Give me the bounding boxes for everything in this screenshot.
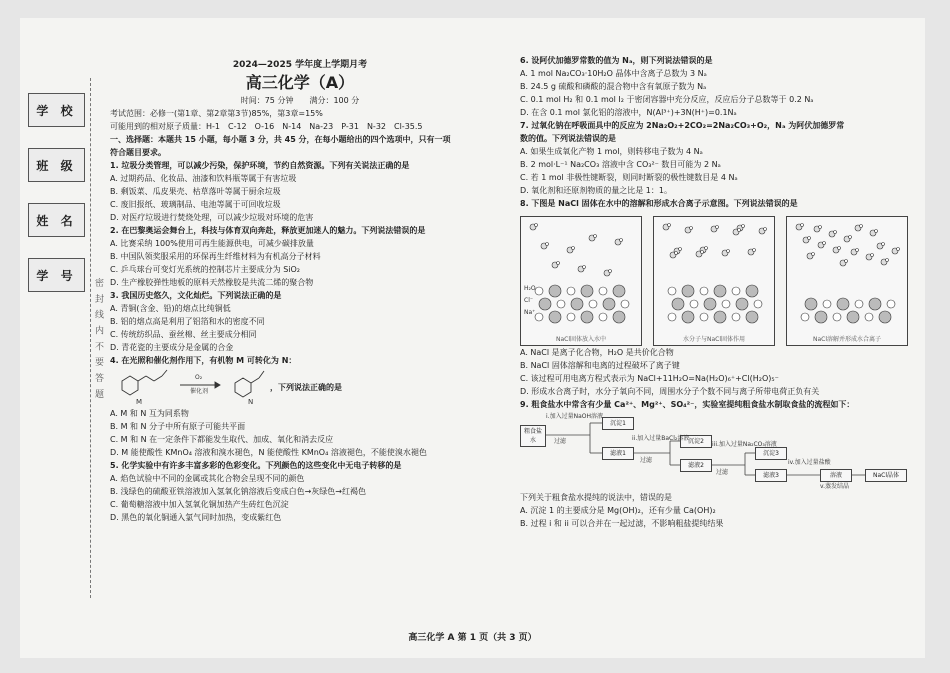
question-line: D. 对医疗垃圾进行焚烧处理，可以减少垃圾对环境的危害 bbox=[110, 213, 314, 222]
question-line: 2. 在巴黎奥运会舞台上，科技与体育双向奔赴，释放更加迷人的魅力。下列说法错误的是 bbox=[110, 226, 426, 235]
school-field[interactable]: 学 校 bbox=[28, 93, 85, 127]
water-hydrogen bbox=[753, 249, 756, 252]
water-hydrogen bbox=[705, 247, 708, 250]
water-hydrogen bbox=[801, 224, 804, 227]
water-hydrogen bbox=[860, 225, 863, 228]
sodium-ion bbox=[535, 287, 543, 295]
question-line: C. 0.1 mol H₂ 和 0.1 mol I₂ 于密闭容器中充分反应，反应后分子总数等于 0.2 Nₐ bbox=[520, 95, 814, 104]
question-line: B. 过程 i 和 ii 可以合并在一起过滤，不影响粗盐提纯结果 bbox=[520, 519, 724, 528]
sodium-ion bbox=[589, 300, 597, 308]
sodium-label: Na⁺ bbox=[524, 309, 536, 316]
chloride-ion bbox=[837, 298, 849, 310]
chloride-ion bbox=[571, 298, 583, 310]
question-line: B. 24.5 g 硫酸和磷酸的混合物中含有氧原子数为 Nₐ bbox=[520, 82, 707, 91]
nacl-dissolution-figures bbox=[520, 216, 910, 346]
step-2-label: ii.加入过量BaCl₂溶液 bbox=[632, 435, 690, 442]
sodium-ion bbox=[690, 300, 698, 308]
question-line: D. 黑色的氧化铜通入氯气同时加热，变成紫红色 bbox=[110, 513, 282, 522]
sodium-ion bbox=[722, 300, 730, 308]
chloride-ion bbox=[682, 311, 694, 323]
water-hydrogen bbox=[764, 228, 767, 231]
water-hydrogen bbox=[716, 226, 719, 229]
question-line: 9. 粗食盐水中常含有少量 Ca²⁺、Mg²⁺、SO₄²⁻，实验室提纯粗食盐水制取食盐的流程如下： bbox=[520, 400, 855, 409]
sodium-ion bbox=[865, 313, 873, 321]
sodium-ion bbox=[732, 313, 740, 321]
sodium-ion bbox=[557, 300, 565, 308]
question-line: B. 铝的熔点高是利用了铝箔和水的密度不同 bbox=[110, 317, 265, 326]
water-hydrogen bbox=[557, 262, 560, 265]
arrow-top-label: O₂ bbox=[195, 374, 203, 381]
exam-page bbox=[20, 18, 925, 658]
question-line: A. NaCl 是离子化合物，H₂O 是共价化合物 bbox=[520, 348, 674, 357]
sodium-ion bbox=[535, 313, 543, 321]
sodium-ion bbox=[833, 313, 841, 321]
molecule-m-label: M bbox=[136, 398, 143, 406]
question-line: A. 比赛采纳 100%使用可再生能源供电，可减少碳排放量 bbox=[110, 239, 314, 248]
question-line: B. 中国队领奖服采用的环保再生纤维材料为有机高分子材料 bbox=[110, 252, 321, 261]
question-line: C. 该过程可用电离方程式表示为 NaCl+11H₂O=Na(H₂O)₆⁺+Cl(H₂O)₅⁻ bbox=[520, 374, 779, 383]
filtrate-3-box: 滤液3 bbox=[755, 469, 787, 482]
question-line: B. M 和 N 分子中所有原子可能共平面 bbox=[110, 422, 246, 431]
sodium-ion bbox=[668, 287, 676, 295]
chloride-ion bbox=[704, 298, 716, 310]
question-line: A. 青铜(含金、铅)的熔点比纯铜低 bbox=[110, 304, 231, 313]
water-hydrogen bbox=[882, 243, 885, 246]
left-column bbox=[110, 58, 490, 524]
chloride-ion bbox=[714, 285, 726, 297]
precipitate-1-box: 沉淀1 bbox=[602, 417, 634, 430]
question-line: B. NaCl 固体溶解和电离的过程破坏了离子键 bbox=[520, 361, 680, 370]
sodium-ion bbox=[700, 287, 708, 295]
chloride-ion bbox=[746, 285, 758, 297]
filter-2-label: 过滤 bbox=[640, 457, 653, 464]
water-hydrogen bbox=[742, 225, 745, 228]
name-field[interactable]: 姓 名 bbox=[28, 203, 85, 237]
water-hydrogen bbox=[838, 247, 841, 250]
figure-caption: 水分子与NaCl固体作用 bbox=[682, 336, 746, 343]
water-hydrogen bbox=[535, 224, 538, 227]
solution-box: 溶液 bbox=[820, 469, 852, 482]
question-line: C. 葡萄糖溶液中加入氢氧化铜加热产生砖红色沉淀 bbox=[110, 500, 289, 509]
question-line: D. 青花瓷的主要成分是金属的合金 bbox=[110, 343, 234, 352]
chloride-ion bbox=[869, 298, 881, 310]
question-line: 3. 我国历史悠久，文化灿烂。下列说法正确的是 bbox=[110, 291, 282, 300]
sodium-ion bbox=[567, 287, 575, 295]
exam-year-line: 2024—2025 学年度上学期月考 bbox=[232, 60, 368, 70]
water-hydrogen bbox=[738, 229, 741, 232]
section-heading-cont: 符合题目要求。 bbox=[110, 148, 166, 157]
step-1-label: i.加入过量NaOH溶液 bbox=[546, 413, 603, 420]
question-line: A. 沉淀 1 的主要成分是 Mg(OH)₂，还有少量 Ca(OH)₂ bbox=[520, 506, 716, 515]
water-hydrogen bbox=[886, 259, 889, 262]
step-4-label: iv.加入过量盐酸 bbox=[788, 459, 831, 466]
question-line: 数的值。下列说法错误的是 bbox=[520, 134, 616, 143]
sodium-ion bbox=[855, 300, 863, 308]
question-line: A. 如果生成氧化产物 1 mol，则转移电子数为 4 Nₐ bbox=[520, 147, 703, 156]
question-line: 4. 在光照和催化剂作用下，有机物 M 可转化为 N： bbox=[110, 356, 297, 365]
water-label: H₂O bbox=[524, 285, 536, 292]
water-hydrogen bbox=[675, 252, 678, 255]
chloride-ion bbox=[581, 311, 593, 323]
water-hydrogen bbox=[572, 247, 575, 250]
sodium-ion bbox=[732, 287, 740, 295]
chloride-ion bbox=[815, 311, 827, 323]
chloride-ion bbox=[746, 311, 758, 323]
question-line: D. 形成水合离子时，水分子氧向不同，周围水分子个数不同与离子所带电荷正负有关 bbox=[520, 387, 820, 396]
question-line: D. M 能使酸性 KMnO₄ 溶液和溴水褪色，N 能使酸性 KMnO₄ 溶液褪色，不能使溴水褪色 bbox=[110, 448, 427, 457]
water-hydrogen bbox=[546, 243, 549, 246]
water-hydrogen bbox=[690, 227, 693, 230]
sodium-ion bbox=[668, 313, 676, 321]
question-line: B. 2 mol·L⁻¹ Na₂CO₃ 溶液中含 CO₃²⁻ 数目可能为 2 Nₐ bbox=[520, 160, 721, 169]
sodium-ion bbox=[823, 300, 831, 308]
exam-time-score: 时间：75 分钟 满分：100 分 bbox=[240, 96, 360, 105]
exam-title: 高三化学（A） bbox=[245, 73, 355, 92]
question-line: 下列关于粗食盐水提纯的说法中，错误的是 bbox=[520, 493, 672, 502]
step-3-label: iii.加入过量Na₂CO₃溶液 bbox=[712, 441, 777, 448]
sodium-ion bbox=[887, 300, 895, 308]
figure-caption: NaCl溶解并形成水合离子 bbox=[812, 336, 882, 343]
question-line: A. 过期药品、化妆品、油漆和饮料瓶等属于有害垃圾 bbox=[110, 174, 297, 183]
water-hydrogen bbox=[845, 260, 848, 263]
chloride-label: Cl⁻ bbox=[524, 297, 534, 304]
question-line: 7. 过氧化钠在呼吸面具中的反应为 2Na₂O₂+2CO₂=2Na₂CO₃+O₂，Nₐ 为阿伏加德罗常 bbox=[520, 121, 845, 130]
question-line: D. 生产橡胶弹性地板的原料天然橡胶是共流二烯的聚合物 bbox=[110, 278, 314, 287]
chloride-ion bbox=[581, 285, 593, 297]
question-line: A. M 和 N 互为同系物 bbox=[110, 409, 189, 418]
water-hydrogen bbox=[609, 270, 612, 273]
figure-caption: NaCl固体放入水中 bbox=[555, 336, 607, 343]
precipitate-2-box: 沉淀2 bbox=[680, 435, 712, 448]
molecule-reaction bbox=[110, 367, 490, 407]
student-info-sidebar bbox=[28, 93, 88, 313]
water-hydrogen bbox=[701, 251, 704, 254]
sodium-ion bbox=[599, 287, 607, 295]
exam-scope: 考试范围：必修一(第1章、第2章第3节)85%，第3章=15% bbox=[110, 109, 323, 118]
water-hydrogen bbox=[823, 242, 826, 245]
water-hydrogen bbox=[583, 266, 586, 269]
raw-brine-box: 粗食盐水 bbox=[520, 425, 546, 447]
nacl-figure-2 bbox=[653, 216, 775, 346]
sodium-ion bbox=[754, 300, 762, 308]
filter-3-label: 过滤 bbox=[716, 469, 729, 476]
water-hydrogen bbox=[668, 224, 671, 227]
arrow-bottom-label: 催化剂 bbox=[190, 388, 209, 395]
atomic-masses: 可能用到的相对原子质量：H-1 C-12 O-16 N-14 Na-23 P-31 N-32 Cl-35.5 bbox=[110, 122, 423, 131]
chloride-ion bbox=[549, 311, 561, 323]
water-hydrogen bbox=[897, 248, 900, 251]
sodium-ion bbox=[801, 313, 809, 321]
water-hydrogen bbox=[727, 250, 730, 253]
student-id-field[interactable]: 学 号 bbox=[28, 258, 85, 292]
water-hydrogen bbox=[620, 239, 623, 242]
question-line: B. 浅绿色的硫酸亚铁溶液加入氢氧化钠溶液后变成白色→灰绿色→红褐色 bbox=[110, 487, 366, 496]
sodium-ion bbox=[700, 313, 708, 321]
water-hydrogen bbox=[834, 231, 837, 234]
step-5-label: v.蒸发结晶 bbox=[820, 483, 849, 490]
question-line: C. 若 1 mol 非极性键断裂，则同时断裂的极性键数目是 4 Nₐ bbox=[520, 173, 738, 182]
chloride-ion bbox=[714, 311, 726, 323]
chloride-ion bbox=[847, 311, 859, 323]
question-line: C. M 和 N 在一定条件下都能发生取代、加成、氧化和消去反应 bbox=[110, 435, 334, 444]
class-field[interactable]: 班 级 bbox=[28, 148, 85, 182]
question-line: A. 焰色试验中不同的金属或其化合物会呈现不同的颜色 bbox=[110, 474, 305, 483]
question-line: C. 废旧报纸、玻璃制品、电池等属于可回收垃圾 bbox=[110, 200, 281, 209]
section-heading: 一、选择题：本题共 15 小题，每小题 3 分，共 45 分，在每小题给出的四个选项中，只有一项 bbox=[110, 135, 451, 144]
question-line: 1. 垃圾分类管理，可以减少污染，保护环境，节约自然资源。下列有关说法正确的是 bbox=[110, 161, 410, 170]
water-hydrogen bbox=[679, 248, 682, 251]
nacl-figure-3 bbox=[786, 216, 908, 346]
sodium-ion bbox=[599, 313, 607, 321]
molecule-n-label: N bbox=[248, 398, 254, 406]
water-hydrogen bbox=[871, 254, 874, 257]
question-line: A. 1 mol Na₂CO₃·10H₂O 晶体中含离子总数为 3 Nₐ bbox=[520, 69, 707, 78]
q4-tail: ，下列说法正确的是 bbox=[270, 383, 342, 392]
water-hydrogen bbox=[594, 235, 597, 238]
question-line: C. 传统纺织品、蚕丝棉、丝主要成分相同 bbox=[110, 330, 257, 339]
chloride-ion bbox=[879, 311, 891, 323]
water-hydrogen bbox=[875, 230, 878, 233]
filtrate-1-box: 滤液1 bbox=[602, 447, 634, 460]
question-line: D. 在含 0.1 mol 氯化铝的溶液中，N(Al³⁺)+3N(H⁺)=0.1Nₐ bbox=[520, 108, 737, 117]
chloride-ion bbox=[603, 298, 615, 310]
filter-1-label: 过滤 bbox=[554, 438, 567, 445]
sodium-ion bbox=[567, 313, 575, 321]
chloride-ion bbox=[736, 298, 748, 310]
chloride-ion bbox=[549, 285, 561, 297]
seal-line-text: 密 封 线 内 不 要 答 题 bbox=[93, 278, 103, 401]
page-footer: 高三化学 A 第 1 页（共 3 页） bbox=[408, 633, 537, 643]
chloride-ion bbox=[613, 285, 625, 297]
nacl-figure-1 bbox=[520, 216, 642, 346]
purification-flowchart bbox=[520, 413, 910, 491]
chloride-ion bbox=[672, 298, 684, 310]
right-column bbox=[520, 54, 910, 530]
filtrate-2-box: 滤液2 bbox=[680, 459, 712, 472]
seal-line bbox=[90, 78, 91, 598]
water-hydrogen bbox=[812, 253, 815, 256]
water-hydrogen bbox=[856, 249, 859, 252]
precipitate-3-box: 沉淀3 bbox=[755, 447, 787, 460]
chloride-ion bbox=[682, 285, 694, 297]
chloride-ion bbox=[805, 298, 817, 310]
nacl-crystal-box: NaCl晶体 bbox=[865, 469, 907, 482]
water-hydrogen bbox=[849, 236, 852, 239]
question-line: 5. 化学实验中有许多丰富多彩的色彩变化。下列颜色的这些变化中无电子转移的是 bbox=[110, 461, 402, 470]
water-hydrogen bbox=[808, 237, 811, 240]
question-line: 8. 下图是 NaCl 固体在水中的溶解和形成水合离子示意图。下列说法错误的是 bbox=[520, 199, 798, 208]
question-line: 6. 设阿伏加德罗常数的值为 Nₐ，则下列说法错误的是 bbox=[520, 56, 713, 65]
question-line: B. 剩饭菜、瓜皮果壳、枯草落叶等属于厨余垃圾 bbox=[110, 187, 281, 196]
water-hydrogen bbox=[819, 226, 822, 229]
chloride-ion bbox=[613, 311, 625, 323]
question-line: C. 乒乓球台可变灯光系统的控制芯片主要成分为 SiO₂ bbox=[110, 265, 301, 274]
chloride-ion bbox=[539, 298, 551, 310]
question-line: D. 氧化剂和还原剂物质的量之比是 1：1。 bbox=[520, 186, 672, 195]
sodium-ion bbox=[621, 300, 629, 308]
